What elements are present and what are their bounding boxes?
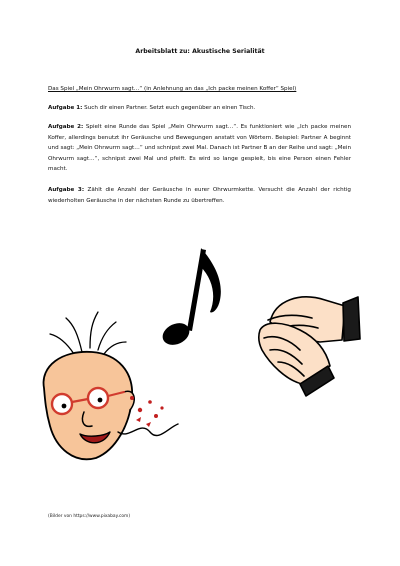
task-2-text: Spielt eine Runde das Spiel „Mein Ohrwurm sagt…“. Es funktioniert wie „Ich packe meinen Koffer, allerdings benutzt ihr Geräusche und Bewegungen anstatt von Wörtern. Beispiel: Partner A beginnt und sagt: „Mein Ohrwurm sagt…“ und schnipst zwei Mal. Danach ist Partner B an der Reihe und sagt: „Mein Ohrwurm sagt…“, schnipst zwei Mal und pfeift. Es wird so lange gespielt, bis eine Person einen Fehler macht.	[48, 124, 351, 173]
whistling-face	[44, 312, 178, 459]
worksheet-title: Arbeitsblatt zu: Akustische Serialität	[135, 48, 265, 55]
image-credit: (Bilder von https://www.pixabay.com)	[48, 514, 131, 519]
task-2-label: Aufgabe 2:	[48, 124, 84, 130]
task-1-label: Aufgabe 1:	[48, 105, 83, 111]
task-1-text: Such dir einen Partner. Setzt euch gegenüber an einen Tisch.	[82, 105, 256, 111]
clapping-hands	[259, 297, 360, 396]
music-note-icon	[159, 248, 221, 349]
task-3-label: Aufgabe 3:	[48, 187, 85, 193]
game-subtitle: Das Spiel „Mein Ohrwurm sagt…“ (in Anlehnung an das „Ich packe meinen Koffer“ Spiel)	[48, 86, 297, 92]
task-3-text: Zählt die Anzahl der Geräusche in eurer Ohrwurmkette. Versucht die Anzahl der richtig wiederholten Geräusche in der nächsten Runde zu übertreffen.	[48, 187, 351, 204]
sound-marks	[130, 396, 164, 427]
